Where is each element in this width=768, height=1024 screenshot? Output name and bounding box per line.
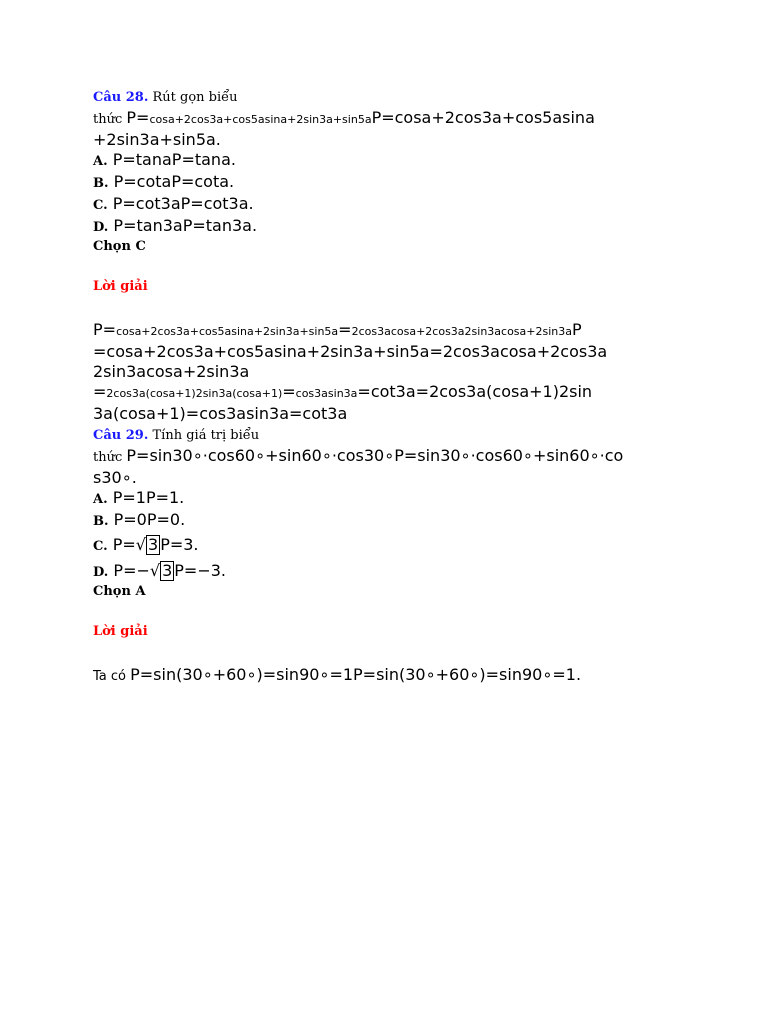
option-b-label: B. bbox=[93, 176, 109, 191]
sol-main: P=sin(30∘+60∘)=sin90∘=1P=sin(30∘+60∘)=sin90∘=1. bbox=[130, 665, 582, 684]
option-c-text: P=cot3aP=cot3a. bbox=[107, 194, 254, 213]
option-d-post: P=−3. bbox=[174, 561, 227, 580]
option-c-label: C. bbox=[93, 198, 108, 213]
option-a-text: P=tanaP=tana. bbox=[107, 150, 236, 169]
option-d-label: D. bbox=[93, 565, 109, 580]
option-b bbox=[93, 510, 678, 532]
solution-28 bbox=[93, 320, 678, 424]
option-d-text: P=tan3aP=tan3a. bbox=[108, 216, 258, 235]
option-c-post: P=3. bbox=[160, 535, 199, 554]
expr-main: P=cosa+2cos3a+cos5asina bbox=[371, 108, 595, 127]
sol-frac-2: 2cos3acosa+2cos3a2sin3acosa+2sin3a bbox=[351, 325, 572, 338]
expr-cont: +2sin3a+sin5a. bbox=[93, 130, 221, 149]
option-d-label: D. bbox=[93, 220, 109, 235]
question-29 bbox=[93, 424, 678, 583]
option-b-text: P=0P=0. bbox=[108, 510, 186, 529]
solution-heading-28: Lời giải bbox=[93, 279, 148, 294]
sol-eq-3: = bbox=[282, 382, 296, 401]
sqrt-box: 3 bbox=[148, 535, 159, 554]
option-b-text: P=cotaP=cota. bbox=[108, 172, 235, 191]
option-c-label: C. bbox=[93, 539, 108, 554]
option-c bbox=[93, 535, 678, 557]
expr-main: P=sin30∘·cos60∘+sin60∘·cos30∘P=sin30∘·cos60∘+sin60∘·co bbox=[126, 446, 624, 465]
question-intro: Tính giá trị biểu bbox=[148, 428, 260, 443]
sol-line-5: 3a(cosa+1)=cos3asin3a=cot3a bbox=[93, 404, 348, 423]
sol-intro: Ta có bbox=[93, 669, 131, 684]
question-label: Câu 28. bbox=[93, 90, 149, 105]
solution-heading-29: Lời giải bbox=[93, 624, 148, 639]
option-a bbox=[93, 488, 678, 510]
option-c bbox=[93, 194, 678, 216]
sol-p-end: P bbox=[572, 320, 582, 339]
sol-frac-3: 2cos3a(cosa+1)2sin3a(cosa+1) bbox=[106, 387, 283, 400]
question-intro-cont: thức bbox=[93, 112, 127, 127]
option-b bbox=[93, 172, 678, 194]
sol-frac-1: cosa+2cos3a+cos5asina+2sin3a+sin5a bbox=[116, 325, 339, 338]
sol-p: P= bbox=[93, 320, 117, 339]
option-d bbox=[93, 216, 678, 238]
question-intro: Rút gọn biểu bbox=[148, 90, 238, 105]
option-d bbox=[93, 561, 678, 583]
solution-29 bbox=[93, 665, 678, 687]
option-a-text: P=1P=1. bbox=[107, 488, 185, 507]
document-page bbox=[93, 86, 678, 687]
question-label: Câu 29. bbox=[93, 428, 149, 443]
sol-eq: = bbox=[338, 320, 352, 339]
expr-small: cosa+2cos3a+cos5asina+2sin3a+sin5a bbox=[149, 113, 372, 126]
expr-cont: s30∘. bbox=[93, 468, 137, 487]
answer-28: Chọn C bbox=[93, 239, 146, 254]
option-a-label: A. bbox=[93, 154, 108, 169]
sol-line-4: =cot3a=2cos3a(cosa+1)2sin bbox=[357, 382, 593, 401]
expr-p: P= bbox=[126, 108, 150, 127]
question-28 bbox=[93, 86, 678, 238]
answer-29: Chọn A bbox=[93, 584, 146, 599]
sol-line-2: =cosa+2cos3a+cos5asina+2sin3a+sin5a=2cos3acosa+2cos3a bbox=[93, 342, 608, 361]
option-a bbox=[93, 150, 678, 172]
option-b-label: B. bbox=[93, 514, 109, 529]
question-intro-cont: thức bbox=[93, 450, 127, 465]
option-a-label: A. bbox=[93, 492, 108, 507]
sol-eq-2: = bbox=[93, 382, 107, 401]
option-c-pre: P=√ bbox=[107, 535, 146, 554]
option-d-pre: P=−√ bbox=[108, 561, 161, 580]
sol-frac-4: cos3asin3a bbox=[295, 387, 358, 400]
sqrt-box: 3 bbox=[162, 561, 173, 580]
sol-line-3: 2sin3acosa+2sin3a bbox=[93, 362, 250, 381]
